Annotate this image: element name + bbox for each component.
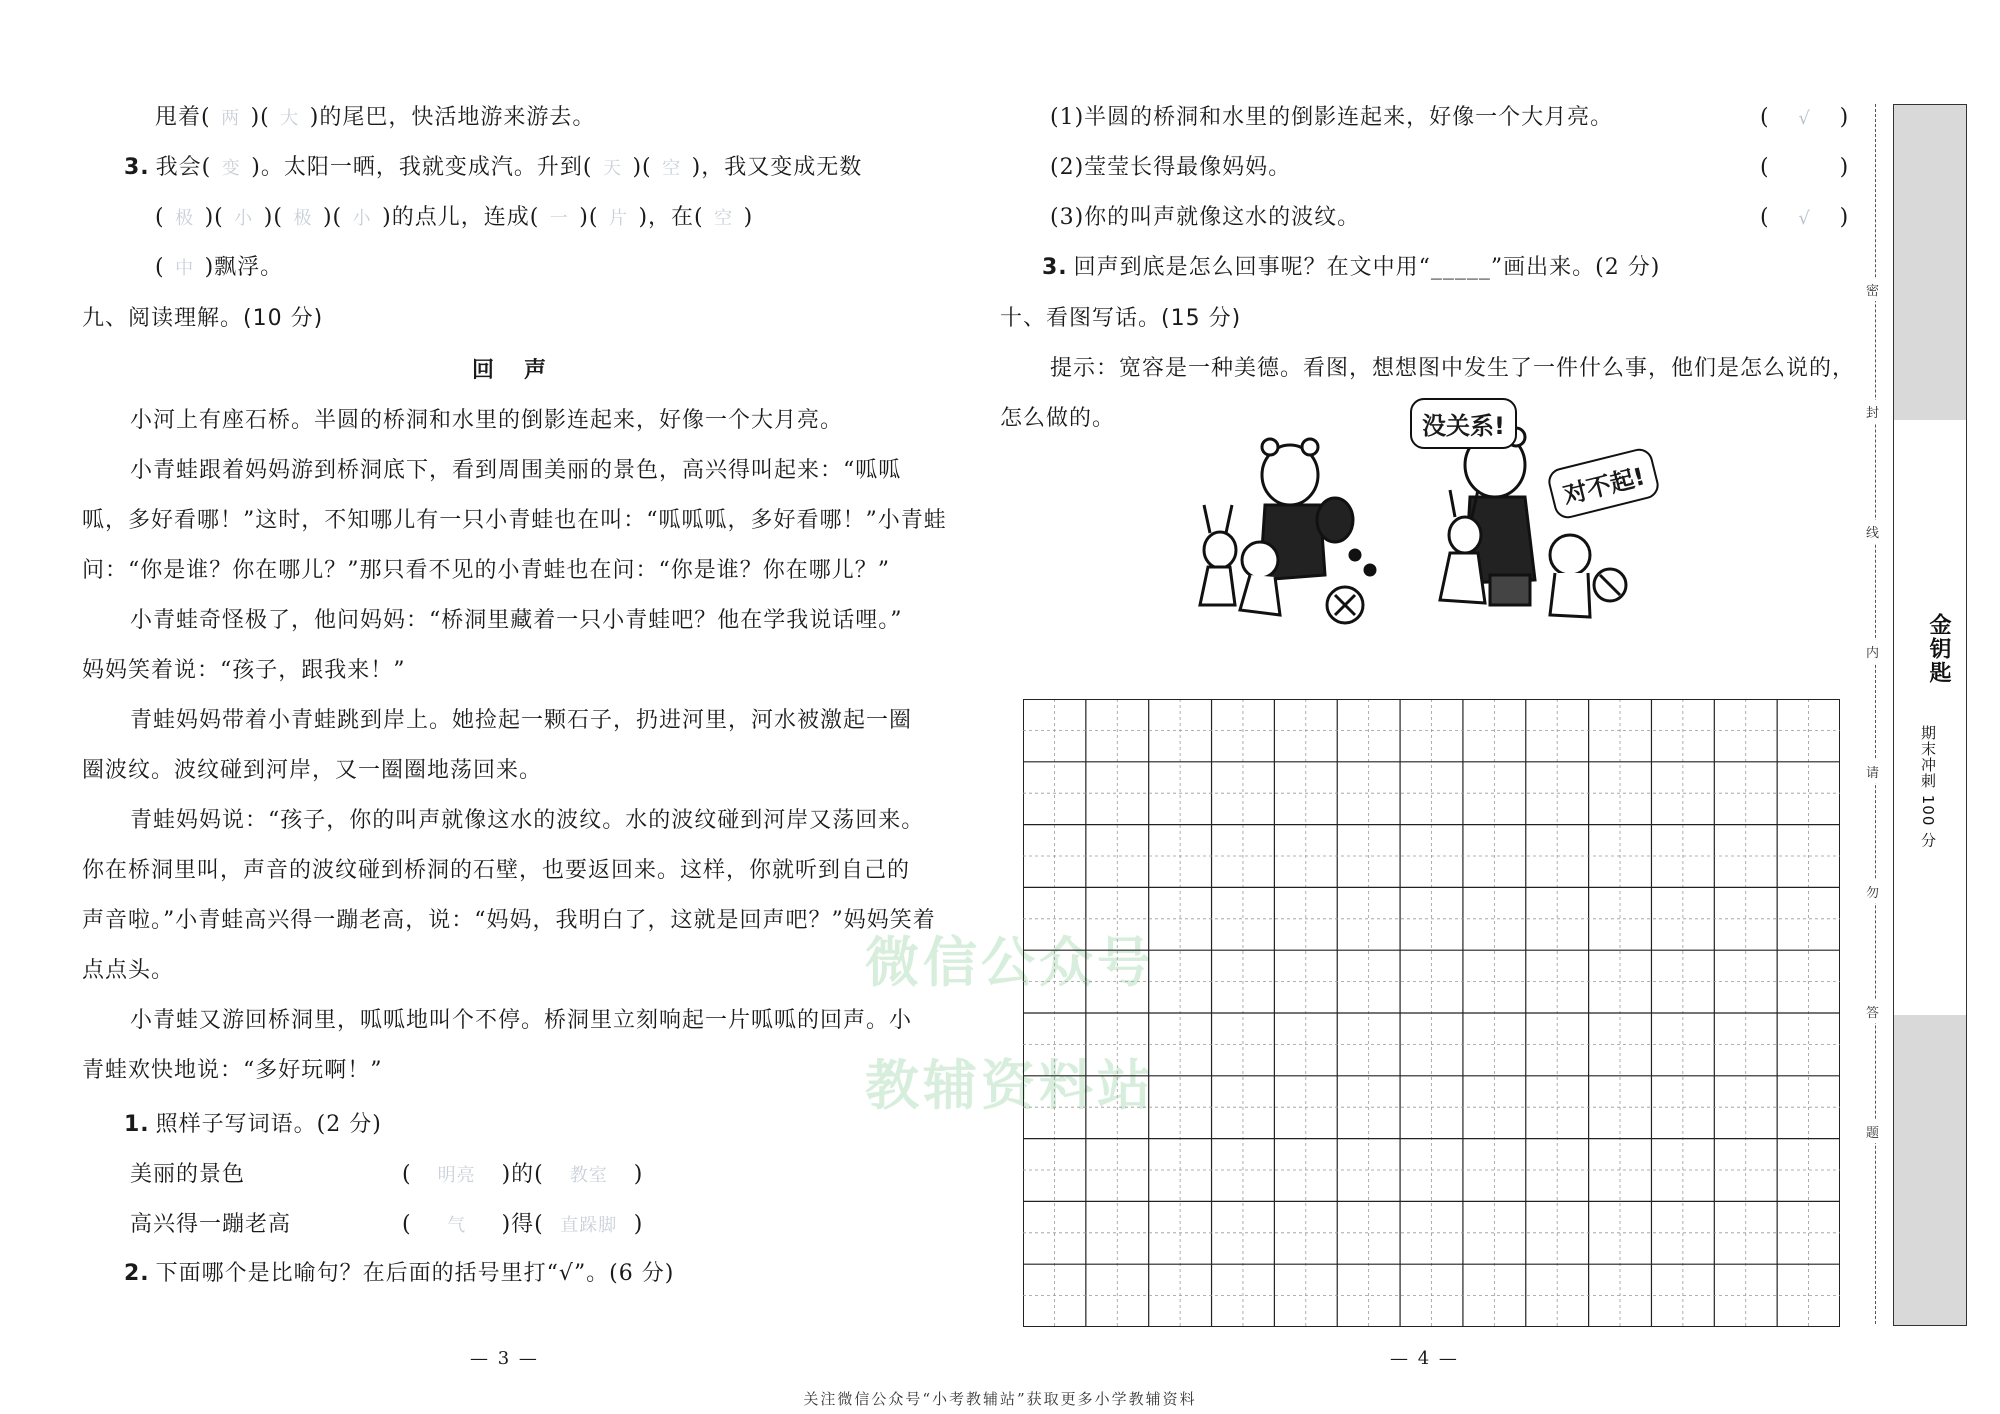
line-text: )，在( <box>638 205 704 230</box>
question-number: 3. <box>124 155 150 180</box>
q1-row-1-answer: ( 明亮 )的( 教室 ) <box>402 1160 643 1191</box>
seal-char: 密 <box>1866 278 1879 301</box>
q1-row-2-answer-2: 直跺脚 <box>560 1215 618 1236</box>
answer-line-4 <box>155 253 283 284</box>
line-text: ) <box>743 205 754 230</box>
section9-title: 九、阅读理解。(10 分) <box>82 306 324 331</box>
answer-line-1 <box>155 103 595 134</box>
seal-char: 请 <box>1866 760 1879 783</box>
answer-blank: 空 <box>714 208 734 229</box>
watermark-line1: 微信公众号 <box>865 931 1155 994</box>
answer-blank: 中 <box>175 258 195 279</box>
story-line: 小河上有座石桥。半圆的桥洞和水里的倒影连起来，好像一个大月亮。 <box>130 408 844 433</box>
line-text: 甩着( <box>155 105 211 130</box>
q1-row-1-example: 美丽的景色 <box>130 1162 246 1187</box>
line-text: ( <box>155 255 165 280</box>
line-text: )( <box>322 205 343 230</box>
answer-line-3 <box>155 203 753 234</box>
seal-char: 题 <box>1866 1120 1879 1143</box>
seal-char: 答 <box>1866 1000 1879 1023</box>
sidebar-band-bottom <box>1894 1015 1966 1325</box>
sidebar-band-top <box>1894 105 1966 420</box>
story-line: 青蛙欢快地说：“多好玩啊！” <box>82 1058 383 1083</box>
story-line: 小青蛙跟着妈妈游到桥洞底下，看到周围美丽的景色，高兴得叫起来：“呱呱 <box>130 458 902 483</box>
q2-number: 2. <box>124 1261 150 1286</box>
sidebar <box>1893 104 1967 1326</box>
story-line: 点点头。 <box>82 958 175 983</box>
q2-heading <box>124 1259 674 1289</box>
q2-item-1: (1)半圆的桥洞和水里的倒影连起来，好像一个大月亮。 <box>1050 105 1614 130</box>
line-text: )飘浮。 <box>204 255 284 280</box>
q1-number: 1. <box>124 1112 150 1137</box>
story-line: 圈波纹。波纹碰到河岸，又一圈圈地荡回来。 <box>82 758 543 783</box>
answer-blank: 小 <box>234 208 254 229</box>
q3-text: 回声到底是怎么回事呢？在文中用“_____”画出来。(2 分) <box>1073 255 1661 280</box>
story-line: 声音啦。”小青蛙高兴得一蹦老高，说：“妈妈，我明白了，这就是回声吧？”妈妈笑着 <box>82 908 936 933</box>
q1-row-2-example: 高兴得一蹦老高 <box>130 1212 292 1237</box>
section10-title: 十、看图写话。(15 分) <box>1000 306 1242 331</box>
answer-blank: 大 <box>280 108 300 129</box>
hint-line-1: 提示：宽容是一种美德。看图，想想图中发生了一件什么事，他们是怎么说的， <box>1050 356 1856 381</box>
answer-blank: 极 <box>175 208 195 229</box>
line-text: 我会( <box>155 155 212 180</box>
answer-blank: 空 <box>662 158 682 179</box>
q1-row-1-answer-2: 教室 <box>569 1165 608 1186</box>
story-line: 小青蛙奇怪极了，他问妈妈：“桥洞里藏着一只小青蛙吧？他在学我说话哩。” <box>130 608 903 633</box>
line-text: )，我又变成无数 <box>691 155 863 180</box>
line-text: )( <box>204 205 224 230</box>
story-line: 青蛙妈妈说：“孩子，你的叫声就像这水的波纹。水的波纹碰到河岸又荡回来。 <box>130 808 925 833</box>
q2-text: 下面哪个是比喻句？在后面的括号里打“√”。(6 分) <box>155 1261 675 1286</box>
q3-heading <box>1042 253 1660 283</box>
story-line: 妈妈笑着说：“孩子，跟我来！” <box>82 658 406 683</box>
story-line: 青蛙妈妈带着小青蛙跳到岸上。她捡起一颗石子，扔进河里，河水被激起一圈 <box>130 708 913 733</box>
answer-blank: 片 <box>608 208 628 229</box>
story-line: 你在桥洞里叫，声音的波纹碰到桥洞的石壁，也要返回来。这样，你就听到自己的 <box>82 858 911 883</box>
q1-row-2-answer: ( 气 )得( 直跺脚 ) <box>402 1210 643 1241</box>
story-title: 回 声 <box>472 358 551 383</box>
line-text: )( <box>263 205 283 230</box>
line-text: )( <box>632 155 652 180</box>
footer-note: 关注微信公众号“小考教辅站”获取更多小学教辅资料 <box>803 1390 1197 1408</box>
answer-blank: 一 <box>549 208 569 229</box>
sidebar-subtitle: 期末冲刺 100 分 <box>1919 725 1937 849</box>
q2-item-2-box: ( ) <box>1760 155 1850 180</box>
line-text: )( <box>579 205 599 230</box>
speech-bubble-1: 没关系! <box>1410 398 1517 449</box>
q2-item-3: (3)你的叫声就像这水的波纹。 <box>1050 205 1361 230</box>
line-text: )的点儿，连成( <box>382 205 540 230</box>
q2-item-3-box: ( √ ) <box>1760 203 1849 234</box>
page-number-4: — 4 — <box>1390 1348 1459 1369</box>
line-text: )。太阳一晒，我就变成汽。升到( <box>251 155 593 180</box>
q1-row-1-answer-1: 明亮 <box>437 1165 476 1186</box>
hint-line-2: 怎么做的。 <box>1000 406 1116 431</box>
q1-row-2-connector: )得( <box>501 1212 544 1237</box>
q2-item-1-mark: √ <box>1798 108 1811 129</box>
line-text: )( <box>250 105 270 130</box>
left-page <box>0 0 990 1414</box>
seal-char: 线 <box>1866 520 1879 543</box>
seal-char: 勿 <box>1866 880 1879 903</box>
story-line: 小青蛙又游回桥洞里，呱呱地叫个不停。桥洞里立刻响起一片呱呱的回声。小 <box>130 1008 913 1033</box>
answer-blank: 小 <box>352 208 372 229</box>
sidebar-brand-logo: 金钥匙 <box>1926 613 1951 685</box>
answer-blank: 变 <box>221 158 241 179</box>
q1-row-2-answer-1: 气 <box>447 1215 467 1236</box>
q1-text: 照样子写词语。(2 分) <box>155 1112 382 1137</box>
q1-row-1-connector: )的( <box>501 1162 544 1187</box>
story-line: 问：“你是谁？你在哪儿？”那只看不见的小青蛙也在问：“你是谁？你在哪儿？” <box>82 558 890 583</box>
q3-number: 3. <box>1042 255 1068 280</box>
q2-item-2: (2)莹莹长得最像妈妈。 <box>1050 155 1292 180</box>
seal-char: 封 <box>1866 400 1879 423</box>
q2-item-1-box: ( √ ) <box>1760 103 1849 134</box>
answer-line-2 <box>124 153 862 184</box>
answer-blank: 天 <box>602 158 622 179</box>
speech-bubble-2: 对不起! <box>1545 446 1661 521</box>
writing-grid[interactable] <box>1023 699 1840 1327</box>
q1-heading <box>124 1110 382 1140</box>
seal-char: 内 <box>1866 640 1879 663</box>
page-number-3: — 3 — <box>470 1348 539 1369</box>
answer-blank: 极 <box>293 208 313 229</box>
watermark-line2: 教辅资料站 <box>865 1054 1155 1117</box>
story-line: 呱，多好看哪！”这时，不知哪儿有一只小青蛙也在叫：“呱呱呱，多好看哪！”小青蛙 <box>82 508 947 533</box>
line-text: ( <box>155 205 165 230</box>
answer-blank: 两 <box>221 108 241 129</box>
line-text: )的尾巴，快活地游来游去。 <box>309 105 596 130</box>
q2-item-3-mark: √ <box>1798 208 1811 229</box>
